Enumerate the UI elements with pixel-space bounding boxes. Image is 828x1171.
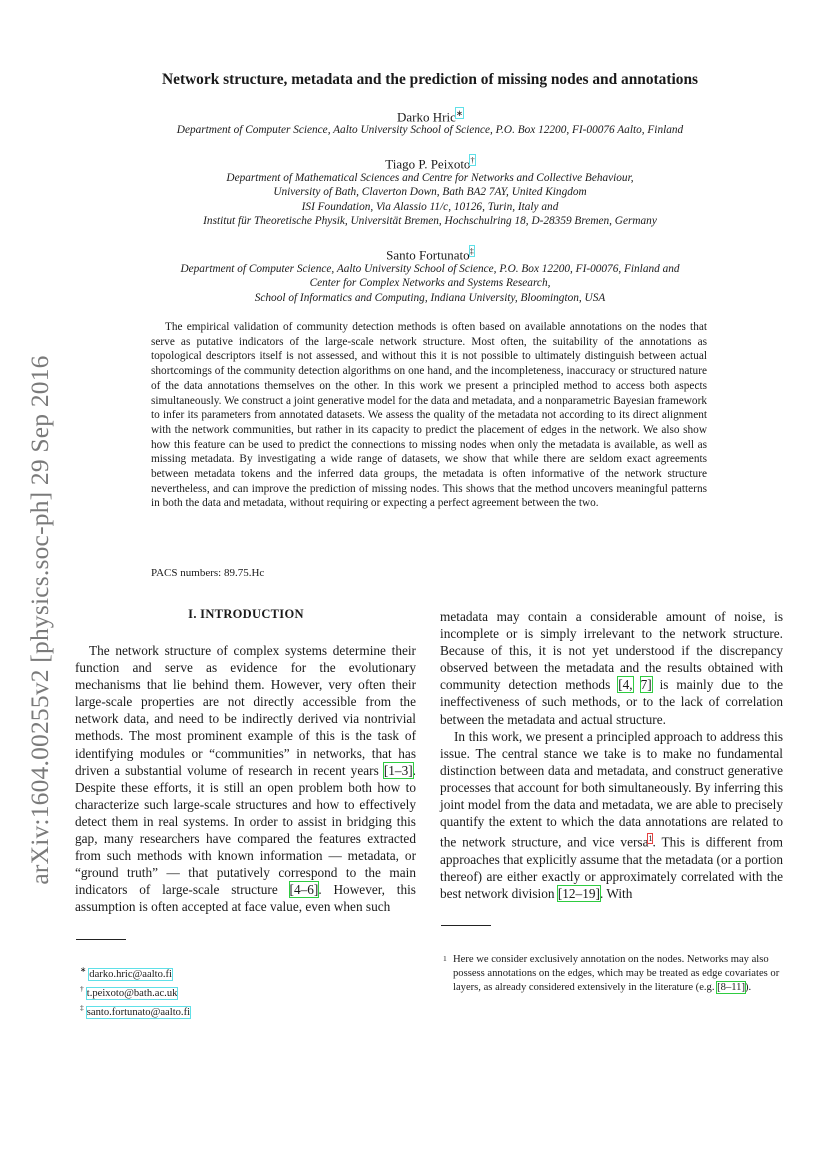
- author-footnote-mark[interactable]: ∗: [455, 108, 463, 118]
- affiliation-line: University of Bath, Claverton Down, Bath BA2 7AY, United Kingdom: [273, 186, 587, 199]
- footnote-mark: 1: [443, 954, 447, 963]
- email-footnote: ∗ darko.hric@aalto.fi: [80, 965, 172, 980]
- author-1-affiliation: [60, 123, 800, 137]
- citation-link[interactable]: 7]: [640, 677, 652, 693]
- affiliation-line: Department of Mathematical Sciences and Centre for Networks and Collective Behaviour,: [226, 172, 634, 184]
- affiliation-line: Center for Complex Networks and Systems Research,: [309, 277, 551, 290]
- author-name: Darko Hric: [397, 109, 456, 125]
- email-link[interactable]: santo.fortunato@aalto.fi: [86, 1006, 191, 1018]
- intro-left-column: The network structure of complex systems determine their function and serve as evidence for the evolutionary mechanisms that lie behind them. However, very often their large-scale properties are not directly accessible from the network data, and need to be indirectly derived via nontrivial methods. The most prominent example of this is the task of identifying modules or “communities” in networks, that has driven a substantial volume of research in recent years [1–3]. Despite these efforts, it is still an open problem both how to characterize such large-scale structures and how to effectively detect them in real systems. In order to assist in bridging this gap, many researchers have compared the features extracted from such methods with known information — metadata, or “ground truth” — that putatively correspond to the main indicators of large-scale structure [4–6]. However, this assumption is often accepted at face value, even when such: [75, 643, 416, 915]
- affiliation-line: Department of Computer Science, Aalto University School of Science, P.O. Box 12200, FI-00076 Aalto, Finland: [176, 124, 684, 136]
- author-footnote-mark[interactable]: †: [470, 155, 475, 165]
- paragraph: metadata may contain a considerable amount of noise, is incomplete or is simply irrelevant to the network structure. Because of this, it is not yet understood if the discrepancy observed between the metadata and the results obtained with community detection methods [4, 7] is mainly due to the ineffectiveness of such methods, or to the lack of correlation between the metadata and actual structure.: [440, 609, 783, 727]
- abstract: The empirical validation of community detection methods is often based on available annotations on the nodes that serve as putative indicators of the large-scale network structure. Most often, the suitability of the annotations as topological descriptors itself is not assessed, and without this it is not possible to ultimately distinguish between actual shortcomings of the community detection algorithms on one hand, and the incompleteness, inaccuracy or structured nature of the data annotations themselves on the other. In this work we present a principled method to access both aspects simultaneously. We construct a joint generative model for the data and metadata, and a nonparametric Bayesian framework to infer its parameters from annotated datasets. We assess the quality of the metadata not according to its direct alignment with the network communities, but rather in its capacity to predict the placement of edges in the network. We also show how this feature can be used to predict the connections to missing nodes when only the metadata is available, as well as missing metadata. By investigating a wide range of datasets, we show that while there are seldom exact agreements between metadata tokens and the inferred data groups, the metadata is often informative of the network structure nevertheless, and can improve the prediction of missing nodes. This shows that the method uncovers meaningful patterns in both the data and metadata, without requiring or expecting a perfect agreement between the two.: [151, 321, 707, 510]
- author-2: [60, 155, 800, 172]
- citation-link[interactable]: [8–11]: [717, 982, 746, 994]
- affiliation-line: School of Informatics and Computing, Indiana University, Bloomington, USA: [254, 291, 606, 304]
- citation-link[interactable]: [4,: [618, 677, 633, 693]
- section-heading-introduction: I. INTRODUCTION: [188, 607, 304, 621]
- footnote-divider-right: [441, 925, 491, 926]
- author-3-affiliation: [60, 262, 800, 305]
- citation-link[interactable]: [12–19]: [557, 885, 600, 901]
- author-footnote-mark[interactable]: ‡: [469, 246, 474, 256]
- author-name: Tiago P. Peixoto: [385, 156, 471, 172]
- footnote-link[interactable]: 1: [648, 834, 653, 844]
- footnote-divider-left: [76, 939, 126, 940]
- affiliation-line: Department of Computer Science, Aalto University School of Science, P.O. Box 12200, FI-00076, Finland and: [180, 263, 680, 275]
- affiliation-line: Institut für Theoretische Physik, Universität Bremen, Hochschulring 18, D-28359 Bremen, Germany: [203, 214, 657, 227]
- author-name: Santo Fortunato: [386, 247, 470, 263]
- affiliation-line: ISI Foundation, Via Alassio 11/c, 10126, Turin, Italy and: [301, 200, 559, 213]
- citation-link[interactable]: [4–6]: [289, 882, 319, 898]
- email-footnote: ‡ santo.fortunato@aalto.fi: [80, 1003, 191, 1018]
- paragraph: In this work, we present a principled approach to address this issue. The central stance we take is to make no fundamental distinction between data and metadata, and construct generative processes that account for both simultaneously. By inferring this joint model from the data and metadata, we are able to precisely quantify the extent to which the data annotations are related to the network structure, and vice versa$^1$. This is different from approaches that explicitly assume that the metadata (or a portion thereof) are either exactly or approximately correlated with the best network division [12–19]. With: [440, 728, 784, 901]
- arxiv-identifier: arXiv:1604.00255v2 [physics.soc-ph] 29 Sep 2016: [25, 355, 54, 885]
- citation-link[interactable]: [1–3]: [383, 762, 413, 778]
- pacs-numbers: PACS numbers: 89.75.Hc: [151, 567, 265, 579]
- email-link[interactable]: darko.hric@aalto.fi: [89, 968, 172, 980]
- intro-right-column: [440, 608, 783, 902]
- paper-title: Network structure, metadata and the prediction of missing nodes and annotations: [162, 71, 698, 88]
- footnote-1: 1 Here we consider exclusively annotation on the nodes. Networks may also possess annotations on the edges, which may be treated as edge covariates or layers, as already considered extensively in the literature (e.g. [8–11]).: [443, 954, 780, 994]
- author-3: [60, 246, 800, 263]
- author-2-affiliation: [60, 171, 800, 228]
- email-link[interactable]: t.peixoto@bath.ac.uk: [86, 987, 178, 999]
- email-footnote: † t.peixoto@bath.ac.uk: [80, 984, 178, 999]
- author-email-footnotes: [80, 963, 190, 1020]
